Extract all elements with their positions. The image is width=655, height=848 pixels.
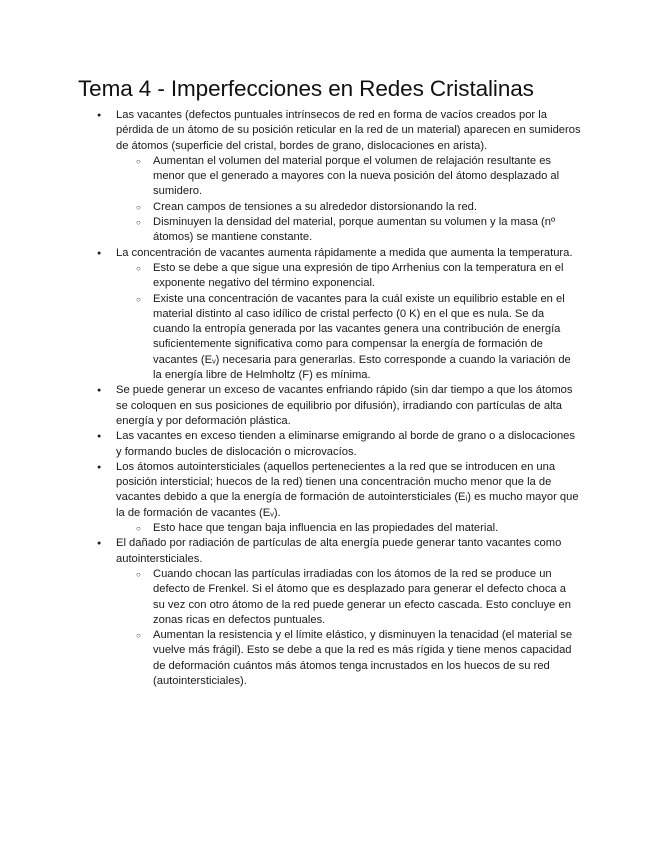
list-item-text: ● Los átomos autointersticiales (aquellos pertenecientes a la red que se introducen en una posición intersticial; huecos de la red) tienen una concentración mucho menor que la de vacantes debido a que la energía de formación de autointersticiales (Eᵢ) es mucho mayor que la de formación de vacantes (Eᵥ).	[116, 460, 579, 519]
sub-list-item: ○ Esto hace que tengan baja influencia en las propiedades del material.	[153, 521, 580, 536]
sub-list-item: ○ Aumentan la resistencia y el límite elástico, y disminuyen la tenacidad (el material se vuelve más frágil). Esto se debe a que la red es más rígida y tiene menos capacidad de deformación cuántos más átomos tenga incrustados en los huecos de su red (autointersticiales).	[153, 628, 580, 689]
sub-list-item: ○ Disminuyen la densidad del material, porque aumentan su volumen y la masa (nº átomos) se mantiene constante.	[153, 215, 580, 246]
list-item	[116, 246, 581, 384]
bullet-list	[0, 108, 655, 689]
sub-list	[116, 261, 581, 383]
sub-list-item: ○ Existe una concentración de vacantes para la cuál existe un equilibrio estable en el material distinto al caso idílico de cristal perfecto (0 K) en el que es nula. Se da cuando la entropía generada por las vacantes genera una contribución de energía suficientemente significativa como para compensar la energía de formación de vacantes (Eᵥ) necesaria para generarlas. Esto corresponde a cuando la variación de la energía libre de Helmholtz (F) es mínima.	[153, 292, 580, 384]
list-item-text: ● Se puede generar un exceso de vacantes enfriando rápido (sin dar tiempo a que los átomos se coloquen en sus posiciones de equilibrio por difusión), irradiando con partículas de alta energía y por deformación plástica.	[116, 384, 573, 427]
list-item-text: ● Las vacantes (defectos puntuales intrínsecos de red en forma de vacíos creados por la pérdida de un átomo de su posición reticular en la red de un material) aparecen en sumideros de átomos (superficie del cristal, bordes de grano, dislocaciones en arista).	[116, 109, 581, 152]
sub-list-item: ○ Esto se debe a que sigue una expresión de tipo Arrhenius con la temperatura en el exponente negativo del término exponencial.	[153, 261, 580, 292]
list-item-text: ● El dañado por radiación de partículas de alta energía puede generar tanto vacantes como autointersticiales.	[116, 537, 562, 565]
list-item-text: ● Las vacantes en exceso tienden a eliminarse emigrando al borde de grano o a dislocaciones y formando bucles de dislocación o microvacíos.	[116, 430, 575, 458]
sub-list	[116, 521, 581, 536]
list-item	[116, 383, 581, 429]
list-item	[116, 460, 581, 536]
list-item	[116, 108, 581, 246]
sub-list	[116, 154, 581, 246]
sub-list-item: ○ Aumentan el volumen del material porque el volumen de relajación resultante es menor que el generado a mayores con la nueva posición del átomo desplazado al sumidero.	[153, 154, 580, 200]
list-item-text: ● La concentración de vacantes aumenta rápidamente a medida que aumenta la temperatura.	[116, 246, 573, 259]
list-item	[116, 429, 581, 460]
sub-list	[116, 567, 581, 689]
document-title: Tema 4 - Imperfecciones en Redes Cristalinas	[78, 76, 534, 101]
list-item	[116, 536, 581, 689]
document-content	[0, 108, 655, 689]
sub-list-item: ○ Cuando chocan las partículas irradiadas con los átomos de la red se produce un defecto de Frenkel. Si el átomo que es desplazado para generar el defecto choca a su vez con otro átomo de la red puede generar un efecto cascada. Esto concluye en zonas ricas en defectos puntuales.	[153, 567, 580, 628]
sub-list-item: ○ Crean campos de tensiones a su alrededor distorsionando la red.	[153, 200, 580, 215]
